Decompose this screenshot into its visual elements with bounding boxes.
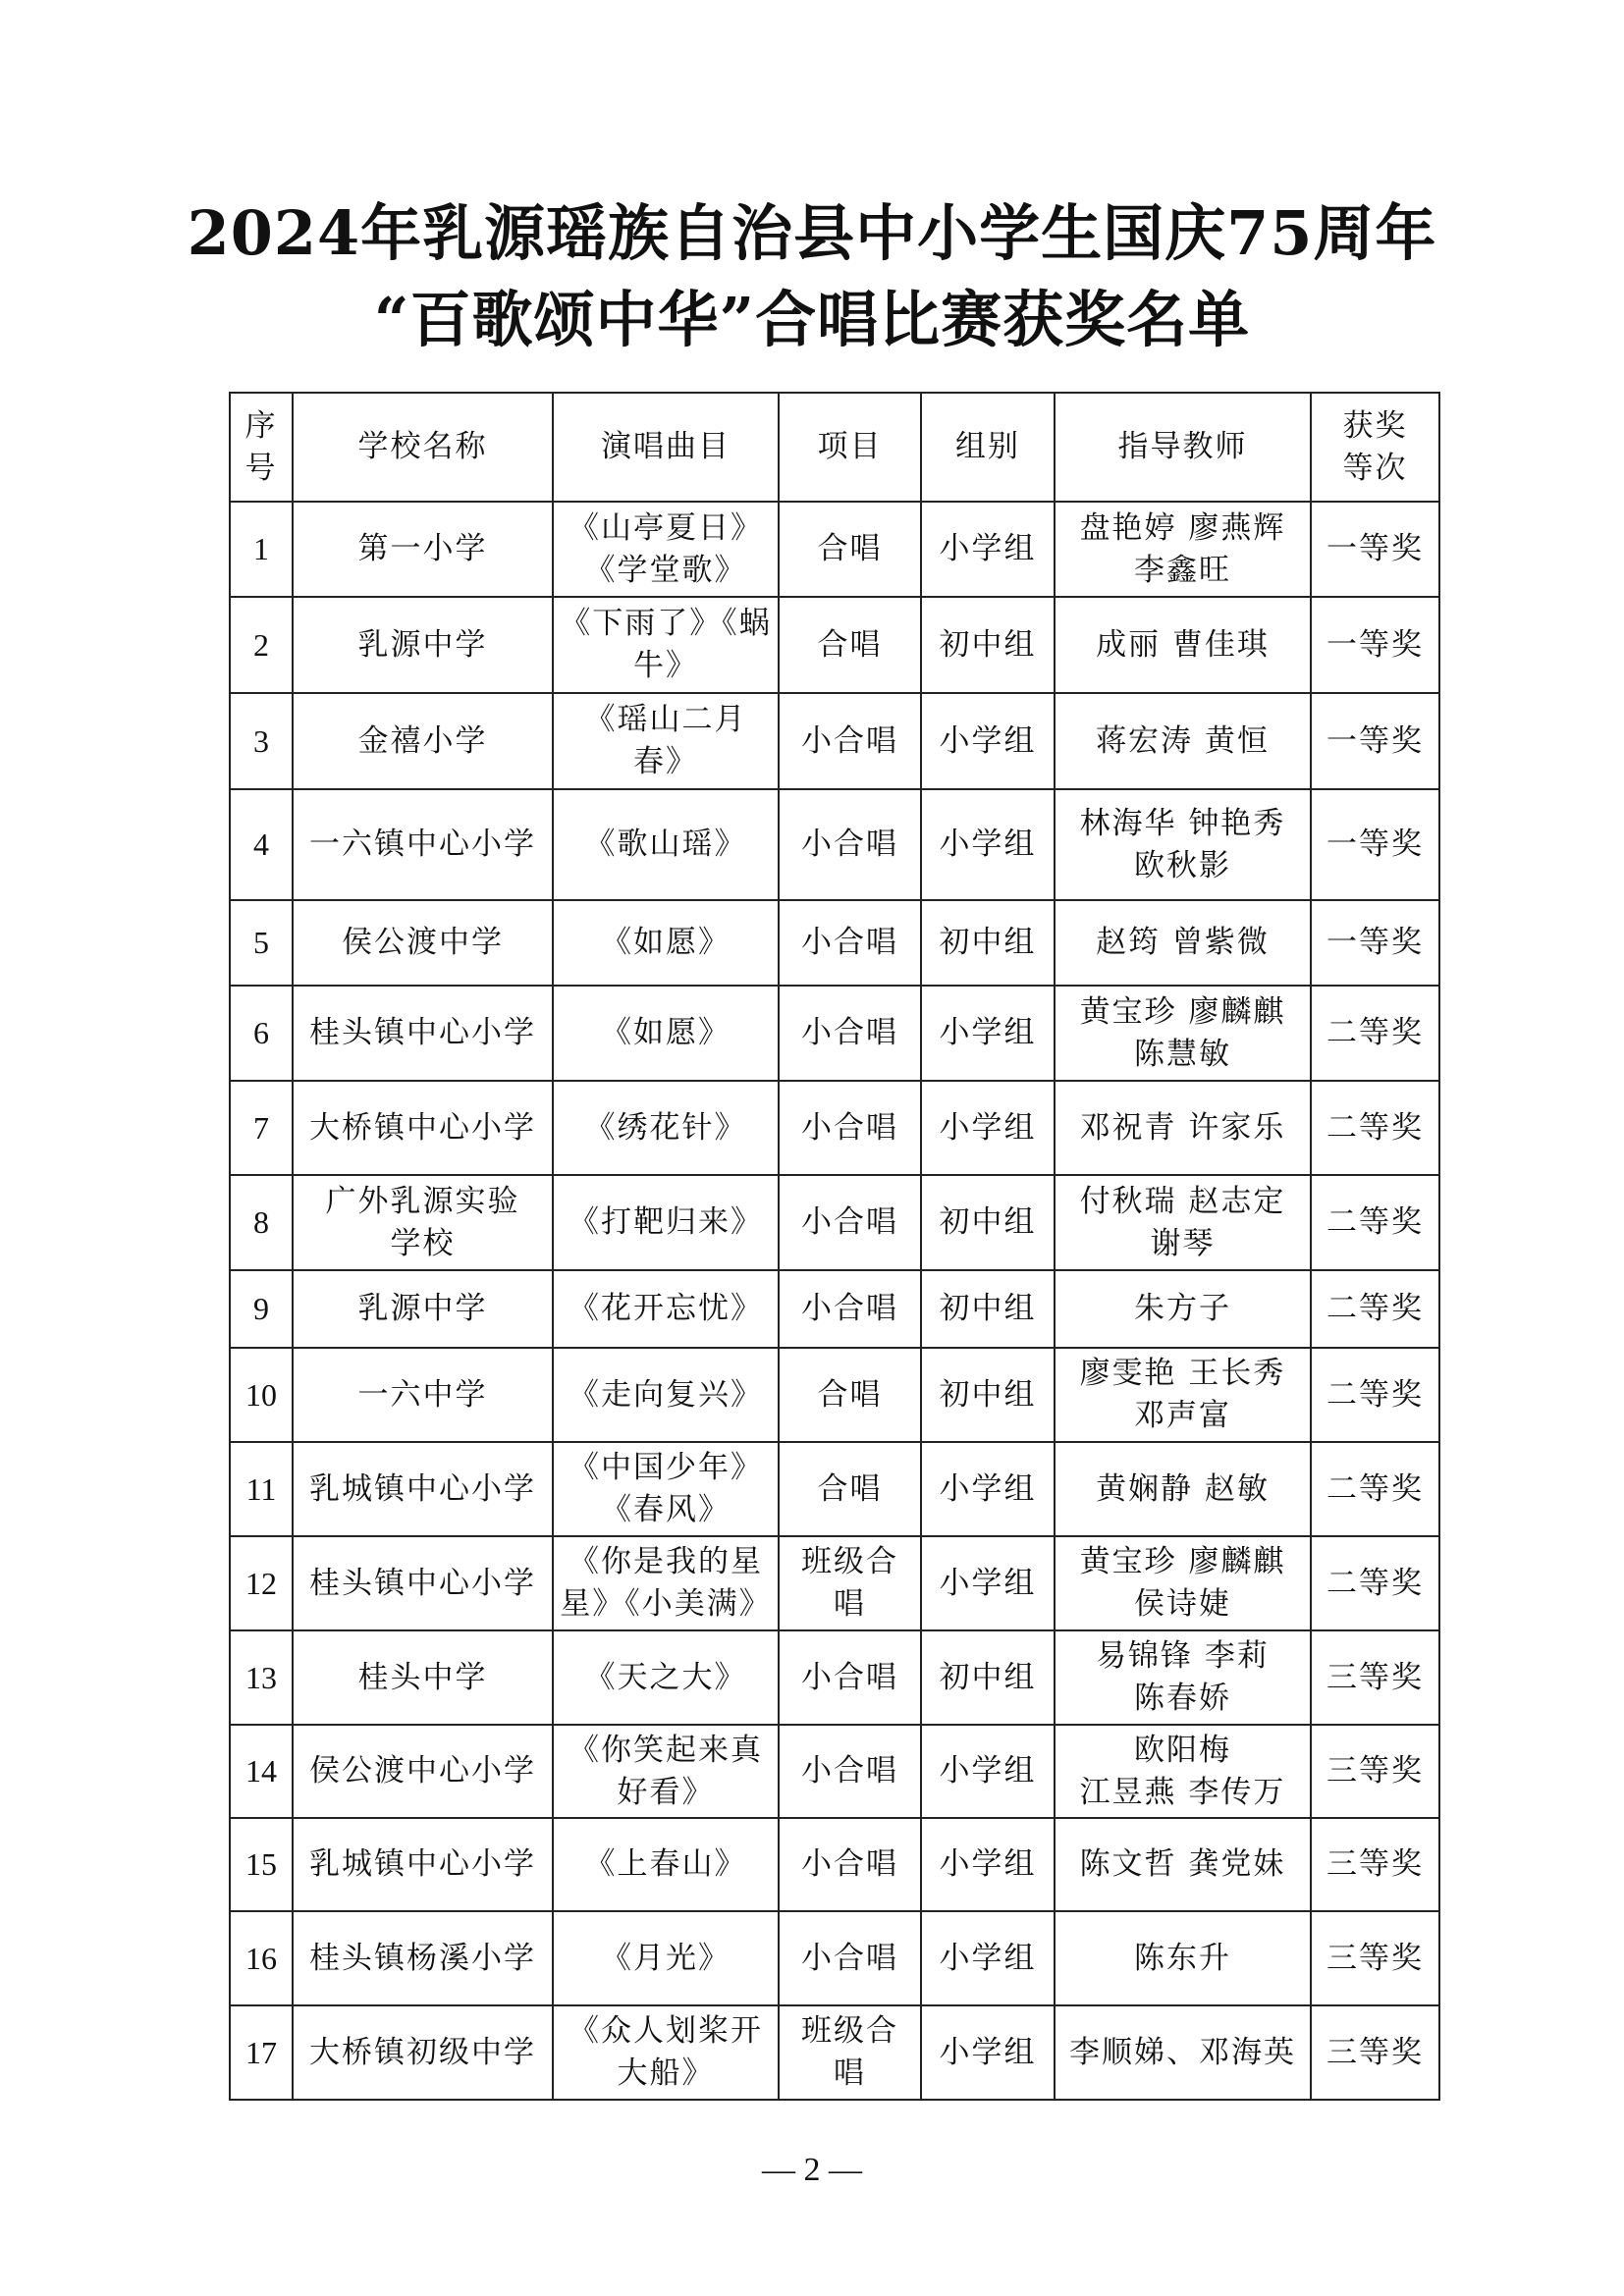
cell-song: 《山亭夏日》 《学堂歌》 <box>553 502 779 597</box>
header-group: 组别 <box>921 393 1055 502</box>
cell-group: 初中组 <box>921 597 1055 693</box>
cell-school: 一六中学 <box>293 1348 553 1442</box>
cell-teacher: 黄娴静 赵敏 <box>1055 1442 1311 1536</box>
cell-teacher: 赵筠 曾紫微 <box>1055 900 1311 986</box>
cell-song: 《中国少年》 《春风》 <box>553 1442 779 1536</box>
cell-no: 17 <box>230 2005 293 2100</box>
cell-no: 2 <box>230 597 293 693</box>
cell-teacher: 朱方子 <box>1055 1270 1311 1348</box>
cell-school: 乳城镇中心小学 <box>293 1818 553 1911</box>
document-title-line-2: “百歌颂中华”合唱比赛获奖名单 <box>373 284 1251 355</box>
cell-song: 《上春山》 <box>553 1818 779 1911</box>
cell-school: 桂头中学 <box>293 1630 553 1725</box>
cell-school: 第一小学 <box>293 502 553 597</box>
cell-group: 小学组 <box>921 2005 1055 2100</box>
cell-no: 14 <box>230 1725 293 1818</box>
cell-school: 一六镇中心小学 <box>293 789 553 900</box>
table-row <box>230 2005 1439 2100</box>
cell-award: 二等奖 <box>1311 1270 1439 1348</box>
cell-group: 小学组 <box>921 1536 1055 1630</box>
cell-no: 6 <box>230 986 293 1081</box>
cell-song: 《下雨了》《蜗 牛》 <box>553 597 779 693</box>
cell-group: 小学组 <box>921 789 1055 900</box>
cell-group: 小学组 <box>921 1442 1055 1536</box>
header-award: 获奖 等次 <box>1311 393 1439 502</box>
cell-no: 1 <box>230 502 293 597</box>
cell-group: 小学组 <box>921 1725 1055 1818</box>
cell-song: 《如愿》 <box>553 986 779 1081</box>
cell-teacher: 蒋宏涛 黄恒 <box>1055 693 1311 789</box>
cell-item: 合唱 <box>779 1348 921 1442</box>
header-item: 项目 <box>779 393 921 502</box>
cell-group: 小学组 <box>921 1081 1055 1175</box>
cell-song: 《打靶归来》 <box>553 1175 779 1270</box>
cell-award: 三等奖 <box>1311 1725 1439 1818</box>
cell-no: 12 <box>230 1536 293 1630</box>
cell-no: 5 <box>230 900 293 986</box>
cell-school: 大桥镇初级中学 <box>293 2005 553 2100</box>
cell-item: 班级合 唱 <box>779 2005 921 2100</box>
table-row <box>230 1536 1439 1630</box>
cell-item: 小合唱 <box>779 1081 921 1175</box>
cell-song: 《走向复兴》 <box>553 1348 779 1442</box>
cell-group: 初中组 <box>921 900 1055 986</box>
cell-award: 一等奖 <box>1311 789 1439 900</box>
cell-item: 小合唱 <box>779 900 921 986</box>
cell-award: 一等奖 <box>1311 900 1439 986</box>
cell-award: 二等奖 <box>1311 1175 1439 1270</box>
cell-school: 金禧小学 <box>293 693 553 789</box>
table-row <box>230 1175 1439 1270</box>
table-row <box>230 1442 1439 1536</box>
cell-teacher: 成丽 曹佳琪 <box>1055 597 1311 693</box>
cell-song: 《绣花针》 <box>553 1081 779 1175</box>
cell-school: 侯公渡中学 <box>293 900 553 986</box>
cell-no: 11 <box>230 1442 293 1536</box>
cell-award: 一等奖 <box>1311 597 1439 693</box>
cell-item: 班级合 唱 <box>779 1536 921 1630</box>
cell-item: 合唱 <box>779 502 921 597</box>
table-row <box>230 789 1439 900</box>
cell-award: 三等奖 <box>1311 1911 1439 2005</box>
cell-group: 小学组 <box>921 986 1055 1081</box>
cell-song: 《如愿》 <box>553 900 779 986</box>
cell-school: 桂头镇中心小学 <box>293 1536 553 1630</box>
cell-school: 乳城镇中心小学 <box>293 1442 553 1536</box>
cell-group: 小学组 <box>921 502 1055 597</box>
cell-teacher: 付秋瑞 赵志定 谢琴 <box>1055 1175 1311 1270</box>
cell-teacher: 廖雯艳 王长秀 邓声富 <box>1055 1348 1311 1442</box>
header-school: 学校名称 <box>293 393 553 502</box>
cell-teacher: 陈文哲 龚党妹 <box>1055 1818 1311 1911</box>
cell-item: 合唱 <box>779 1442 921 1536</box>
cell-group: 小学组 <box>921 693 1055 789</box>
cell-item: 小合唱 <box>779 1630 921 1725</box>
cell-item: 小合唱 <box>779 1175 921 1270</box>
cell-teacher: 林海华 钟艳秀 欧秋影 <box>1055 789 1311 900</box>
cell-no: 7 <box>230 1081 293 1175</box>
cell-teacher: 黄宝珍 廖麟麒 陈慧敏 <box>1055 986 1311 1081</box>
cell-award: 一等奖 <box>1311 693 1439 789</box>
cell-song: 《你笑起来真 好看》 <box>553 1725 779 1818</box>
cell-teacher: 欧阳梅 江昱燕 李传万 <box>1055 1725 1311 1818</box>
table-row <box>230 1081 1439 1175</box>
cell-song: 《众人划桨开 大船》 <box>553 2005 779 2100</box>
table-row <box>230 1911 1439 2005</box>
cell-group: 初中组 <box>921 1270 1055 1348</box>
table-row <box>230 502 1439 597</box>
cell-school: 乳源中学 <box>293 597 553 693</box>
cell-school: 大桥镇中心小学 <box>293 1081 553 1175</box>
cell-no: 9 <box>230 1270 293 1348</box>
cell-item: 小合唱 <box>779 1911 921 2005</box>
table-row <box>230 693 1439 789</box>
cell-no: 16 <box>230 1911 293 2005</box>
cell-no: 15 <box>230 1818 293 1911</box>
cell-school: 乳源中学 <box>293 1270 553 1348</box>
cell-no: 10 <box>230 1348 293 1442</box>
table-body <box>230 502 1439 2100</box>
table-row <box>230 597 1439 693</box>
cell-award: 二等奖 <box>1311 986 1439 1081</box>
cell-teacher: 邓祝青 许家乐 <box>1055 1081 1311 1175</box>
cell-school: 桂头镇中心小学 <box>293 986 553 1081</box>
cell-group: 小学组 <box>921 1818 1055 1911</box>
cell-song: 《你是我的星 星》《小美满》 <box>553 1536 779 1630</box>
cell-award: 一等奖 <box>1311 502 1439 597</box>
cell-item: 小合唱 <box>779 1270 921 1348</box>
cell-teacher: 黄宝珍 廖麟麒 侯诗婕 <box>1055 1536 1311 1630</box>
cell-song: 《歌山瑶》 <box>553 789 779 900</box>
cell-award: 二等奖 <box>1311 1348 1439 1442</box>
table-header-row <box>230 393 1439 502</box>
cell-award: 二等奖 <box>1311 1081 1439 1175</box>
cell-group: 初中组 <box>921 1175 1055 1270</box>
cell-school: 广外乳源实验 学校 <box>293 1175 553 1270</box>
cell-teacher: 李顺娣、邓海英 <box>1055 2005 1311 2100</box>
cell-award: 二等奖 <box>1311 1442 1439 1536</box>
header-teacher: 指导教师 <box>1055 393 1311 502</box>
table-row <box>230 1630 1439 1725</box>
cell-group: 初中组 <box>921 1630 1055 1725</box>
cell-song: 《月光》 <box>553 1911 779 2005</box>
cell-teacher: 盘艳婷 廖燕辉 李鑫旺 <box>1055 502 1311 597</box>
cell-no: 3 <box>230 693 293 789</box>
cell-school: 侯公渡中心小学 <box>293 1725 553 1818</box>
header-no: 序 号 <box>230 393 293 502</box>
cell-item: 小合唱 <box>779 693 921 789</box>
cell-item: 小合唱 <box>779 986 921 1081</box>
cell-award: 三等奖 <box>1311 1818 1439 1911</box>
cell-no: 8 <box>230 1175 293 1270</box>
cell-song: 《天之大》 <box>553 1630 779 1725</box>
table-row <box>230 986 1439 1081</box>
cell-item: 小合唱 <box>779 1725 921 1818</box>
table-row <box>230 1270 1439 1348</box>
table-row <box>230 1725 1439 1818</box>
cell-no: 13 <box>230 1630 293 1725</box>
page-number: — 2 — <box>762 2152 862 2188</box>
cell-award: 三等奖 <box>1311 1630 1439 1725</box>
header-song: 演唱曲目 <box>553 393 779 502</box>
table-row <box>230 1348 1439 1442</box>
cell-group: 小学组 <box>921 1911 1055 2005</box>
document-title-line-1: 2024年乳源瑶族自治县中小学生国庆75周年 <box>187 197 1437 269</box>
cell-song: 《瑶山二月 春》 <box>553 693 779 789</box>
cell-song: 《花开忘忧》 <box>553 1270 779 1348</box>
cell-award: 二等奖 <box>1311 1536 1439 1630</box>
cell-group: 初中组 <box>921 1348 1055 1442</box>
table-row <box>230 900 1439 986</box>
cell-no: 4 <box>230 789 293 900</box>
award-table <box>229 392 1440 2101</box>
cell-teacher: 易锦锋 李莉 陈春娇 <box>1055 1630 1311 1725</box>
cell-award: 三等奖 <box>1311 2005 1439 2100</box>
cell-school: 桂头镇杨溪小学 <box>293 1911 553 2005</box>
table-row <box>230 1818 1439 1911</box>
cell-item: 小合唱 <box>779 1818 921 1911</box>
cell-teacher: 陈东升 <box>1055 1911 1311 2005</box>
cell-item: 小合唱 <box>779 789 921 900</box>
cell-item: 合唱 <box>779 597 921 693</box>
